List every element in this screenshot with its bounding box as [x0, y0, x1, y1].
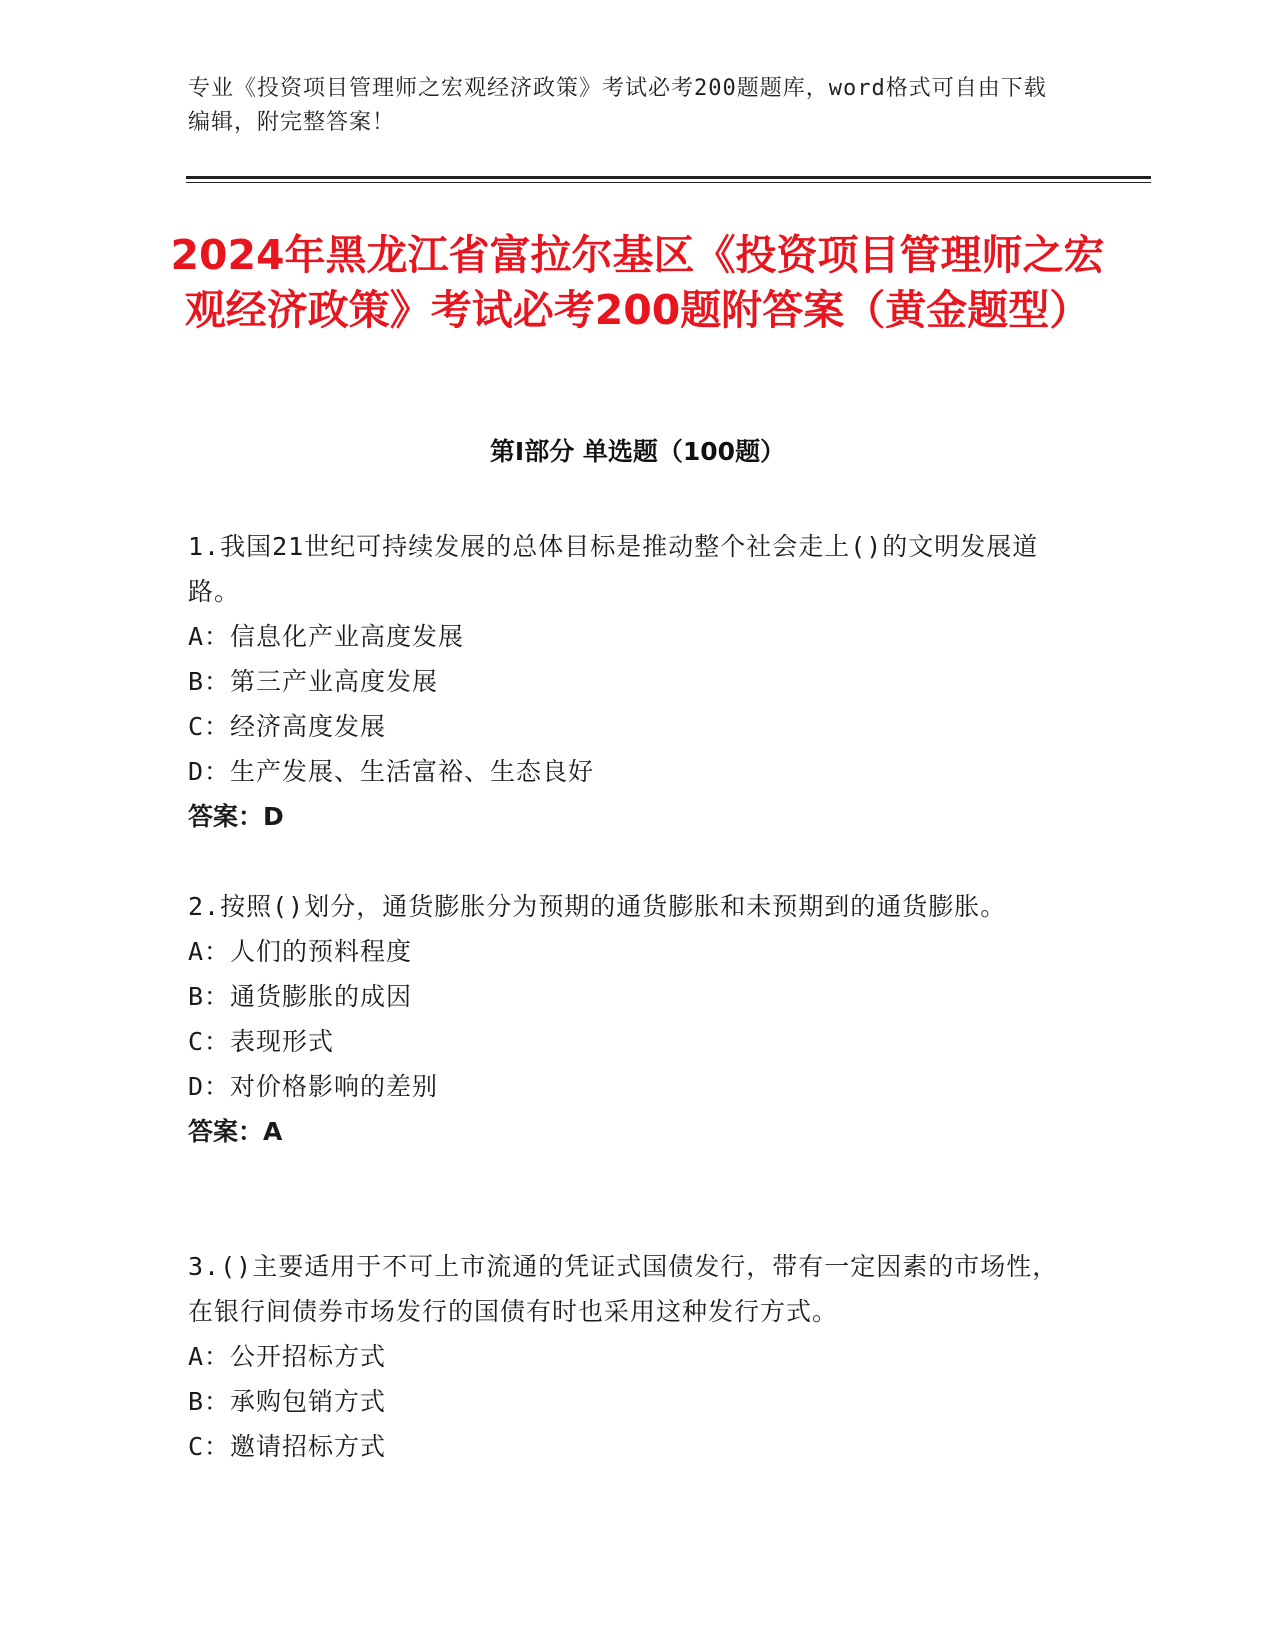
option-d: D：生产发展、生活富裕、生态良好	[188, 757, 595, 786]
header-note: 专业《投资项目管理师之宏观经济政策》考试必考200题题库，word格式可自由下载编辑，附完整答案！	[188, 76, 1047, 135]
option-b: B：第三产业高度发展	[188, 667, 439, 696]
answer-line: 答案：A	[188, 1117, 283, 1146]
option-a: A：公开招标方式	[188, 1342, 387, 1371]
option-c: C：经济高度发展	[188, 712, 387, 741]
option-b: B：通货膨胀的成因	[188, 982, 413, 1011]
header-divider-thick	[186, 176, 1151, 179]
option-a: A：人们的预料程度	[188, 937, 413, 966]
header-divider-thin	[186, 182, 1151, 183]
answer-line: 答案：D	[188, 802, 284, 831]
question-stem: 3.()主要适用于不可上市流通的凭证式国债发行，带有一定因素的市场性，在银行间债券市场发行的国债有时也采用这种发行方式。	[188, 1252, 1059, 1326]
question-stem: 1.我国21世纪可持续发展的总体目标是推动整个社会走上()的文明发展道路。	[188, 532, 1039, 606]
option-b: B：承购包销方式	[188, 1387, 387, 1416]
option-c: C：表现形式	[188, 1027, 335, 1056]
option-a: A：信息化产业高度发展	[188, 622, 465, 651]
section-heading: 第I部分 单选题（100题）	[489, 437, 786, 466]
question-item	[188, 1244, 1068, 1469]
question-item	[188, 524, 1068, 839]
question-stem: 2.按照()划分，通货膨胀分为预期的通货膨胀和未预期到的通货膨胀。	[188, 892, 1007, 921]
option-d: D：对价格影响的差别	[188, 1072, 439, 1101]
document-title: 2024年黑龙江省富拉尔基区《投资项目管理师之宏观经济政策》考试必考200题附答案（黄金题型）	[170, 231, 1105, 334]
question-item	[188, 884, 1068, 1154]
option-c: C：邀请招标方式	[188, 1432, 387, 1461]
